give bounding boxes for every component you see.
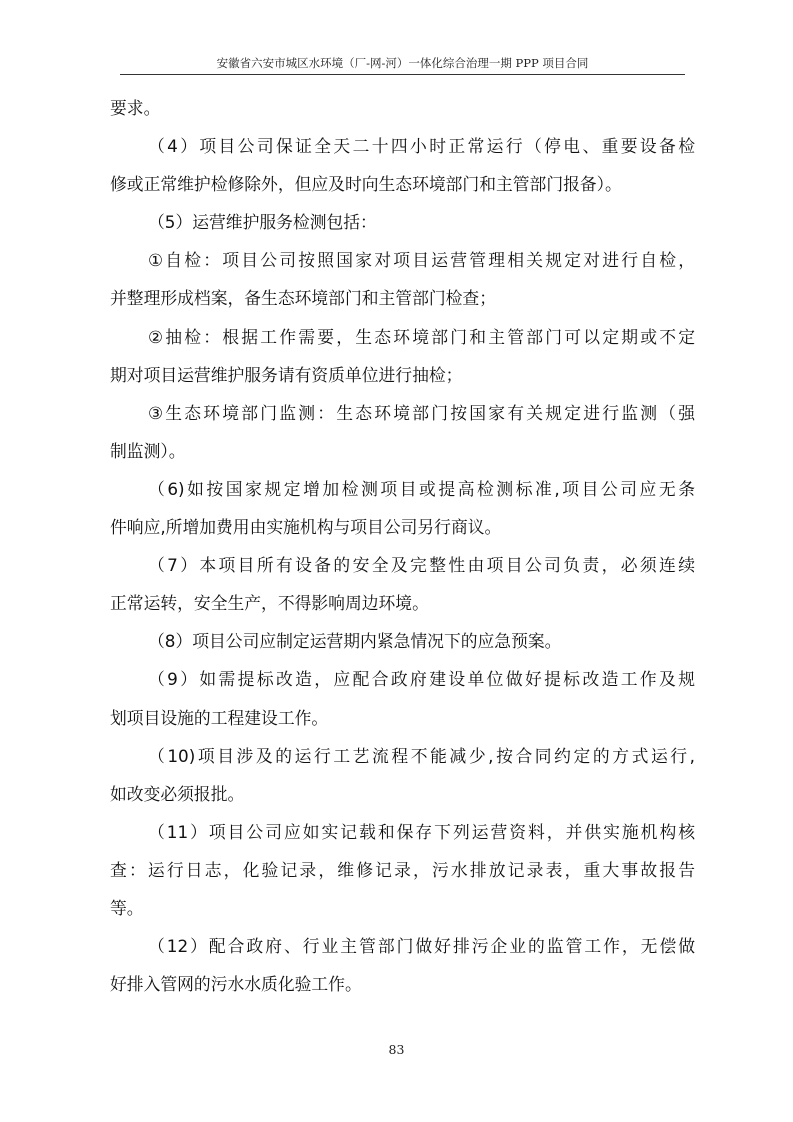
text-line: 件响应,所增加费用由实施机构与项目公司另行商议。 [110, 517, 502, 538]
text-line: ③生态环境部门监测：生态环境部门按国家有关规定进行监测（强 [148, 402, 695, 423]
page-number: 83 [388, 1042, 405, 1057]
text-line: 要求。 [110, 98, 161, 118]
text-line: （12）配合政府、行业主管部门做好排污企业的监管工作，无偿做 [148, 936, 695, 957]
text-line: 制监测）。 [110, 440, 186, 461]
running-header: 安徽省六安市城区水环境（厂-网-河）一体化综合治理一期 PPP 项目合同 [216, 56, 589, 70]
text-line: （4）项目公司保证全天二十四小时正常运行（停电、重要设备检 [148, 136, 695, 157]
text-line: 划项目设施的工程建设工作。 [110, 707, 329, 728]
text-line: 如改变必须报批。 [110, 783, 245, 804]
text-line: 期对项目运营维护服务请有资质单位进行抽检； [110, 364, 463, 385]
text-line: 并整理形成档案，备生态环境部门和主管部门检查； [110, 288, 496, 309]
text-line: ①自检：项目公司按照国家对项目运营管理相关规定对进行自检， [148, 250, 695, 271]
header-rule [120, 74, 685, 75]
text-line: 正常运转，安全生产，不得影响周边环境。 [110, 593, 429, 614]
text-line: 等。 [110, 897, 144, 918]
text-line: （8）项目公司应制定运营期内紧急情况下的应急预案。 [148, 631, 562, 652]
text-line: 好排入管网的污水水质化验工作。 [110, 974, 362, 995]
document-body [110, 89, 695, 1003]
text-line: （6)如按国家规定增加检测项目或提高检测标准,项目公司应无条 [148, 478, 695, 499]
text-line: （7）本项目所有设备的安全及完整性由项目公司负责，必须连续 [148, 555, 695, 576]
text-line: 修或正常维护检修除外，但应及时向生态环境部门和主管部门报备）。 [110, 174, 622, 195]
text-line: （11）项目公司应如实记载和保存下列运营资料，并供实施机构核 [148, 821, 695, 842]
text-line: 查：运行日志，化验记录，维修记录，污水排放记录表，重大事故报告 [110, 859, 695, 880]
text-line: （10)项目涉及的运行工艺流程不能减少,按合同约定的方式运行, [148, 745, 695, 766]
text-line: ②抽检：根据工作需要，生态环境部门和主管部门可以定期或不定 [148, 326, 695, 347]
text-line: （9）如需提标改造，应配合政府建设单位做好提标改造工作及规 [148, 669, 695, 690]
text-line: （5）运营维护服务检测包括： [148, 212, 377, 233]
